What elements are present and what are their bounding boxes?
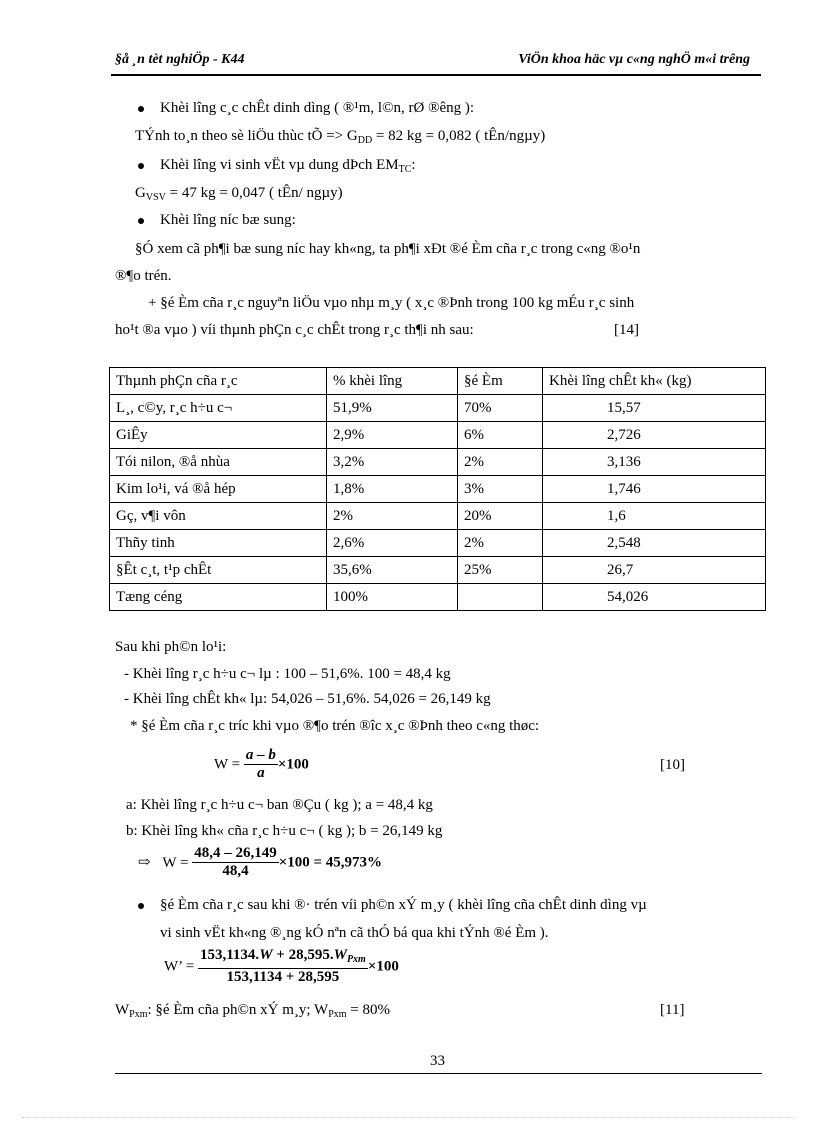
item-water: Khèi lîng níc bæ sung:	[160, 212, 296, 228]
paragraph-line: - Khèi lîng chÊt kh« lµ: 54,026 – 51,6%. 54,026 = 26,149 kg	[124, 691, 491, 707]
table-cell: 2%	[458, 449, 543, 476]
table-cell: GiÊy	[110, 422, 327, 449]
table-row	[110, 476, 766, 503]
table-cell: 15,57	[543, 395, 766, 422]
reference-10: [10]	[660, 757, 685, 773]
paragraph-line: a: Khèi lîng r¸c h÷u c¬ ban ®Çu ( kg ); a = 48,4 kg	[126, 797, 433, 813]
paragraph-line: §Ó xem cã ph¶i bæ sung níc hay kh«ng, ta ph¶i xÐt ®é Èm cña r¸c trong c«ng ®o¹n	[135, 241, 641, 257]
bullet-icon	[138, 903, 144, 909]
paragraph-line: * §é Èm cña r¸c tríc khi vµo ®¶o trén ®îc x¸c ®Þnh theo c«ng thøc:	[130, 718, 540, 734]
table-header-row	[110, 368, 766, 395]
table-cell: 1,8%	[327, 476, 458, 503]
table-cell: 20%	[458, 503, 543, 530]
page-edge-divider	[22, 1117, 794, 1118]
formula-moisture: W = $\frac{a - b}{a}$ ×100	[214, 747, 309, 781]
table-row	[110, 557, 766, 584]
table-cell: 2,9%	[327, 422, 458, 449]
table-cell: 2%	[327, 503, 458, 530]
paragraph-line: ®¶o trén.	[115, 268, 172, 284]
reference-14: [14]	[614, 322, 639, 338]
table-cell	[458, 584, 543, 611]
table-cell: 26,7	[543, 557, 766, 584]
table-cell: 1,6	[543, 503, 766, 530]
table-cell: 2,726	[543, 422, 766, 449]
bullet-icon	[138, 163, 144, 169]
table-cell: 2,548	[543, 530, 766, 557]
nutrients-calc: TÝnh to¸n theo sè liÖu thùc tÕ => $G_{DD} = 82$ kg = 0,082 ( tÊn/ngµy)	[135, 128, 546, 146]
table-row	[110, 422, 766, 449]
microbe-calc: $G_{VSV} = 47$ kg = 0,047 ( tÊn/ ngµy)	[135, 185, 343, 203]
table-row	[110, 530, 766, 557]
footer-rule	[115, 1073, 762, 1074]
table-cell: Tói nilon, ®å nhùa	[110, 449, 327, 476]
paragraph-line: Sau khi ph©n lo¹i:	[115, 639, 227, 655]
paragraph-line: b: Khèi lîng kh« cña r¸c h÷u c¬ ( kg ); b = 26,149 kg	[126, 823, 443, 839]
col-header: Khèi lîng chÊt kh« (kg)	[543, 368, 766, 395]
reference-11: [11]	[660, 1002, 685, 1018]
header-right: ViÖn khoa häc vµ c«ng nghÖ m«i trêng	[518, 52, 750, 67]
formula-moisture-mixed: W’ = $\frac{153,1134.W + 28,595.W_{Pxm}}{153,1134 + 28,595}$ ×100	[164, 947, 399, 985]
table-cell: Thñy tinh	[110, 530, 327, 557]
arrow-right-icon: ⇨	[138, 854, 151, 871]
paragraph-line: + §é Èm cña r¸c nguyªn liÖu vµo nhµ m¸y ( x¸c ®Þnh trong 100 kg mÉu r¸c sinh	[148, 295, 635, 311]
header-left: §å ¸n tèt nghiÖp - K44	[115, 52, 245, 67]
col-header: Thµnh phÇn cña r¸c	[110, 368, 327, 395]
table-cell: Kim lo¹i, vá ®å hép	[110, 476, 327, 503]
item-nutrients: Khèi lîng c¸c chÊt dinh dìng ( ®¹m, l©n, rØ ®êng ):	[160, 100, 475, 116]
table-cell: Gç, v¶i vôn	[110, 503, 327, 530]
table-cell: 51,9%	[327, 395, 458, 422]
table-cell: 6%	[458, 422, 543, 449]
bullet-icon	[138, 218, 144, 224]
table-row	[110, 395, 766, 422]
table-cell: 1,746	[543, 476, 766, 503]
bullet-icon	[138, 106, 144, 112]
table-cell: 3%	[458, 476, 543, 503]
table-cell: 54,026	[543, 584, 766, 611]
col-header: % khèi lîng	[327, 368, 458, 395]
table-cell: 2%	[458, 530, 543, 557]
paragraph-line: ho¹t ®a vµo ) víi thµnh phÇn c¸c chÊt trong r¸c th¶i nh sau:	[115, 322, 474, 338]
formula-result: ⇨ W = $\frac{48,4 - 26,149}{48,4}$ ×100 = 45,973%	[138, 845, 383, 879]
paragraph-line: $W_{Pxm}$: §é Èm cña ph©n xÝ m¸y; $W_{Pxm} = 80\%$	[115, 1002, 390, 1020]
table-cell: L¸, c©y, r¸c h÷u c¬	[110, 395, 327, 422]
table-row	[110, 503, 766, 530]
table-cell: Tæng céng	[110, 584, 327, 611]
paragraph-line: vi sinh vËt kh«ng ®¸ng kÓ nªn cã thÓ bá qua khi tÝnh ®é Èm ).	[160, 925, 549, 941]
header-rule	[111, 74, 761, 76]
table-cell: 100%	[327, 584, 458, 611]
item-moisture-after: §é Èm cña r¸c sau khi ®· trén víi ph©n xÝ m¸y ( khèi lîng cña chÊt dinh dìng vµ	[160, 897, 647, 913]
table-row	[110, 584, 766, 611]
page-number: 33	[430, 1053, 445, 1069]
table-cell: 3,136	[543, 449, 766, 476]
table-cell: 35,6%	[327, 557, 458, 584]
table-row	[110, 449, 766, 476]
table-cell: 2,6%	[327, 530, 458, 557]
col-header: §é Èm	[458, 368, 543, 395]
table-cell: 25%	[458, 557, 543, 584]
waste-composition-table	[109, 367, 766, 611]
table-cell: 3,2%	[327, 449, 458, 476]
paragraph-line: - Khèi lîng r¸c h÷u c¬ lµ : 100 – 51,6%. 100 = 48,4 kg	[124, 666, 451, 682]
table-cell: §Êt c¸t, t¹p chÊt	[110, 557, 327, 584]
table-cell: 70%	[458, 395, 543, 422]
item-microbe: Khèi lîng vi sinh vËt vµ dung dÞch $EM_{TC}$:	[160, 157, 416, 175]
